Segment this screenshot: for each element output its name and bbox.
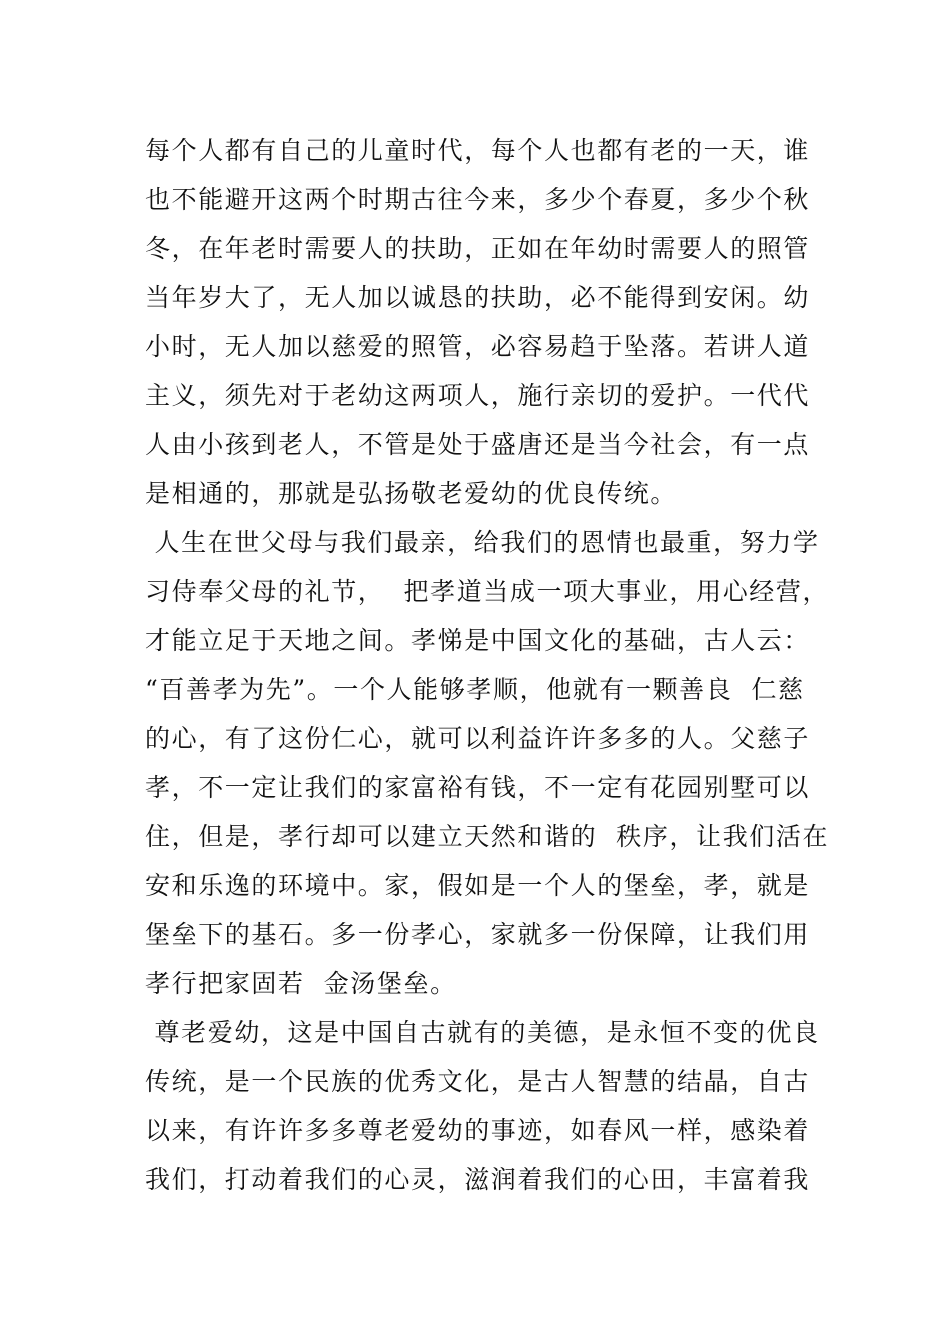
- text-line-16: 安和乐逸的环境中。家，假如是一个人的堡垒，孝，就是: [145, 871, 811, 900]
- text-line-21: 以来，有许许多多尊老爱幼的事迹，如春风一样，感染着: [145, 1116, 811, 1145]
- text-line-19: 尊老爱幼，这是中国自古就有的美德，是永恒不变的优良: [145, 1018, 820, 1047]
- text-line-3: 冬，在年老时需要人的扶助，正如在年幼时需要人的照管: [145, 234, 811, 263]
- text-line-10: 习侍奉父母的礼节， 把孝道当成一项大事业，用心经营，: [145, 577, 830, 606]
- text-line-20: 传统，是一个民族的优秀文化，是古人智慧的结晶，自古: [145, 1067, 811, 1096]
- text-line-1: 每个人都有自己的儿童时代，每个人也都有老的一天，谁: [145, 136, 811, 165]
- text-line-12: “百善孝为先”。一个人能够孝顺，他就有一颗善良 仁慈: [145, 675, 805, 704]
- text-line-6: 主义，须先对于老幼这两项人，施行亲切的爱护。一代代: [145, 381, 811, 410]
- text-line-2: 也不能避开这两个时期古往今来，多少个春夏，多少个秋: [145, 185, 811, 214]
- text-line-5: 小时，无人加以慈爱的照管，必容易趋于坠落。若讲人道: [145, 332, 811, 361]
- text-line-9: 人生在世父母与我们最亲，给我们的恩情也最重，努力学: [145, 528, 820, 557]
- text-line-4: 当年岁大了，无人加以诚恳的扶助，必不能得到安闲。幼: [145, 283, 811, 312]
- text-line-18: 孝行把家固若 金汤堡垒。: [145, 969, 457, 998]
- text-line-22: 我们，打动着我们的心灵，滋润着我们的心田，丰富着我: [145, 1165, 811, 1194]
- text-line-17: 堡垒下的基石。多一份孝心，家就多一份保障，让我们用: [145, 920, 811, 949]
- text-line-11: 才能立足于天地之间。孝悌是中国文化的基础，古人云：: [145, 626, 811, 655]
- text-line-8: 是相通的，那就是弘扬敬老爱幼的优良传统。: [145, 479, 678, 508]
- text-line-14: 孝，不一定让我们的家富裕有钱，不一定有花园别墅可以: [145, 773, 811, 802]
- body-text: [145, 126, 830, 1204]
- text-line-15: 住，但是，孝行却可以建立天然和谐的 秩序，让我们活在: [145, 822, 830, 851]
- text-line-7: 人由小孩到老人，不管是处于盛唐还是当今社会，有一点: [145, 430, 811, 459]
- text-line-13: 的心，有了这份仁心，就可以利益许许多多的人。父慈子: [145, 724, 811, 753]
